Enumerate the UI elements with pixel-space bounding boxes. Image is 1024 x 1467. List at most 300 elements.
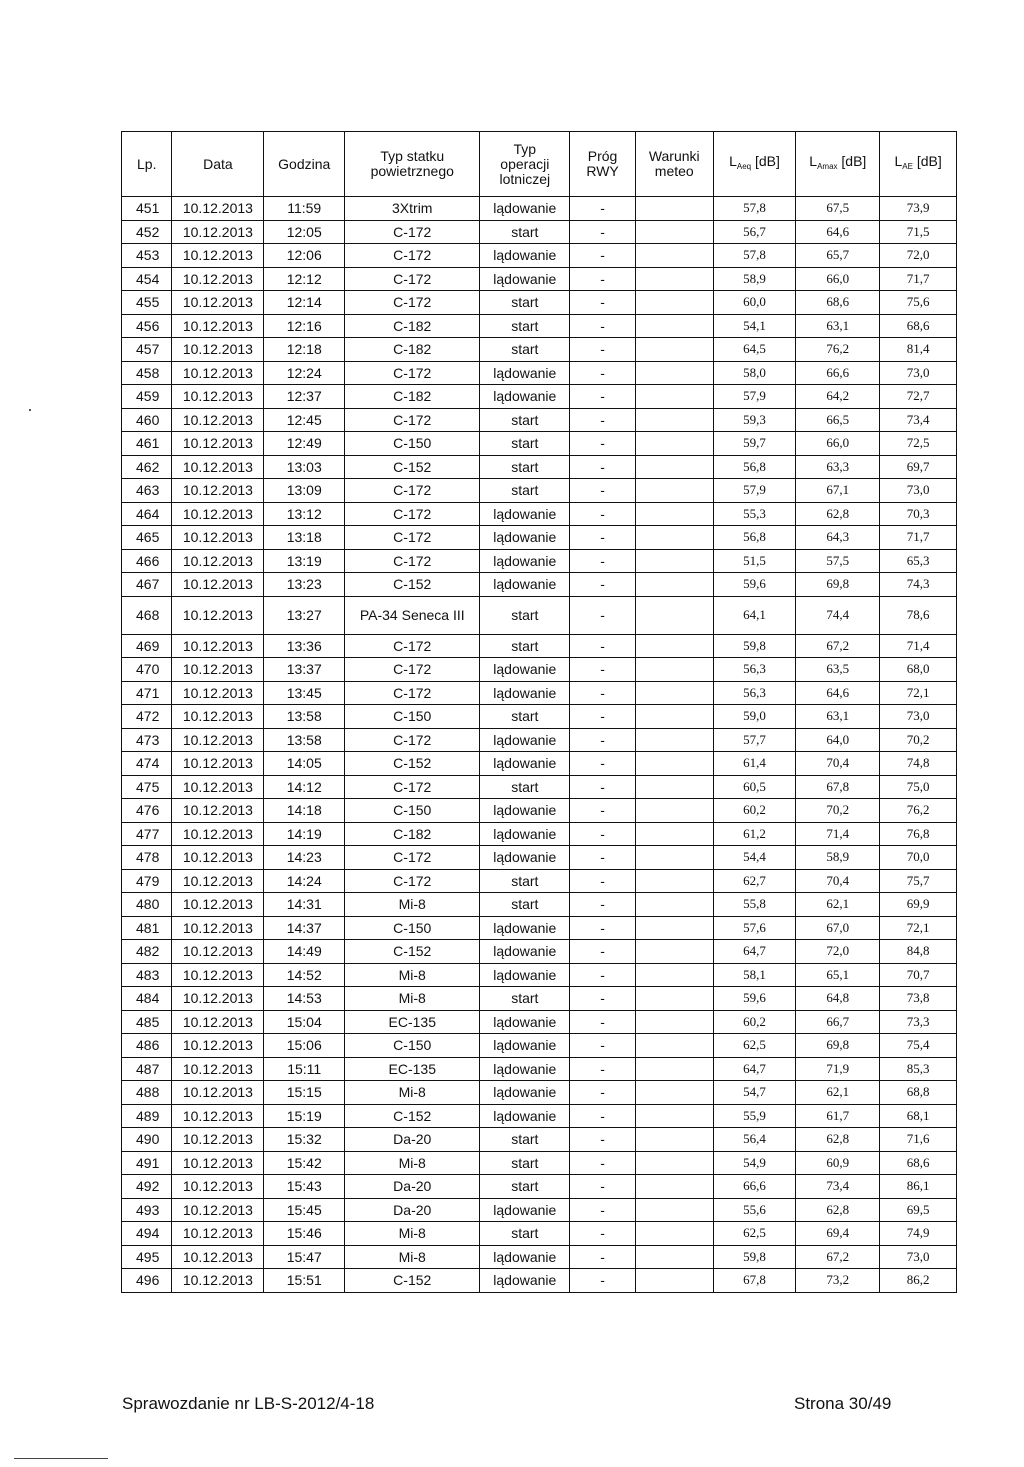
table-row — [122, 775, 957, 799]
cell-warunki-meteo — [635, 1034, 713, 1058]
cell-typ-statku: 3Xtrim — [345, 197, 480, 221]
cell-typ-operacji: lądowanie — [480, 728, 570, 752]
cell-warunki-meteo — [635, 1057, 713, 1081]
cell-lae: 68,1 — [880, 1104, 957, 1128]
cell-laeq: 56,8 — [713, 455, 796, 479]
cell-typ-operacji: start — [480, 338, 570, 362]
cell-lp: 452 — [122, 220, 172, 244]
cell-typ-statku: C-182 — [345, 385, 480, 409]
cell-lamax: 62,8 — [796, 502, 880, 526]
cell-lae: 81,4 — [880, 338, 957, 362]
cell-lamax: 63,3 — [796, 455, 880, 479]
cell-godzina: 13:23 — [264, 573, 345, 597]
cell-laeq: 59,6 — [713, 987, 796, 1011]
cell-data: 10.12.2013 — [172, 1128, 264, 1152]
cell-lae: 72,0 — [880, 244, 957, 268]
cell-lamax: 70,2 — [796, 799, 880, 823]
cell-lp: 466 — [122, 549, 172, 573]
cell-lamax: 66,6 — [796, 361, 880, 385]
cell-godzina: 15:51 — [264, 1269, 345, 1293]
cell-godzina: 12:24 — [264, 361, 345, 385]
cell-warunki-meteo — [635, 916, 713, 940]
cell-prog-rwy: - — [570, 502, 636, 526]
cell-data: 10.12.2013 — [172, 893, 264, 917]
cell-lamax: 66,0 — [796, 432, 880, 456]
cell-data: 10.12.2013 — [172, 549, 264, 573]
cell-lp: 479 — [122, 869, 172, 893]
cell-prog-rwy: - — [570, 479, 636, 503]
cell-data: 10.12.2013 — [172, 479, 264, 503]
cell-lp: 493 — [122, 1198, 172, 1222]
cell-laeq: 54,4 — [713, 846, 796, 870]
cell-warunki-meteo — [635, 1175, 713, 1199]
cell-typ-statku: C-172 — [345, 220, 480, 244]
cell-prog-rwy: - — [570, 596, 636, 634]
cell-lp: 455 — [122, 291, 172, 315]
cell-lae: 65,3 — [880, 549, 957, 573]
cell-prog-rwy: - — [570, 1034, 636, 1058]
cell-lp: 470 — [122, 658, 172, 682]
cell-lp: 491 — [122, 1151, 172, 1175]
cell-data: 10.12.2013 — [172, 432, 264, 456]
cell-data: 10.12.2013 — [172, 1057, 264, 1081]
table-row — [122, 1057, 957, 1081]
cell-godzina: 12:05 — [264, 220, 345, 244]
table-row — [122, 822, 957, 846]
cell-lae: 68,6 — [880, 1151, 957, 1175]
cell-laeq: 64,5 — [713, 338, 796, 362]
table-row — [122, 1104, 957, 1128]
cell-laeq: 56,4 — [713, 1128, 796, 1152]
cell-warunki-meteo — [635, 479, 713, 503]
cell-prog-rwy: - — [570, 526, 636, 550]
cell-warunki-meteo — [635, 728, 713, 752]
cell-godzina: 14:05 — [264, 752, 345, 776]
cell-typ-operacji: lądowanie — [480, 1010, 570, 1034]
cell-data: 10.12.2013 — [172, 634, 264, 658]
cell-warunki-meteo — [635, 432, 713, 456]
cell-lamax: 64,2 — [796, 385, 880, 409]
cell-laeq: 56,3 — [713, 681, 796, 705]
cell-warunki-meteo — [635, 596, 713, 634]
cell-godzina: 14:24 — [264, 869, 345, 893]
cell-typ-statku: Mi-8 — [345, 1151, 480, 1175]
table-row — [122, 634, 957, 658]
cell-godzina: 15:32 — [264, 1128, 345, 1152]
cell-godzina: 15:43 — [264, 1175, 345, 1199]
cell-warunki-meteo — [635, 634, 713, 658]
cell-lp: 483 — [122, 963, 172, 987]
cell-laeq: 56,7 — [713, 220, 796, 244]
cell-warunki-meteo — [635, 244, 713, 268]
cell-prog-rwy: - — [570, 681, 636, 705]
cell-laeq: 57,8 — [713, 244, 796, 268]
table-row — [122, 502, 957, 526]
cell-godzina: 13:19 — [264, 549, 345, 573]
table-row — [122, 432, 957, 456]
cell-lamax: 64,8 — [796, 987, 880, 1011]
header-lamax — [796, 132, 880, 197]
cell-lp: 486 — [122, 1034, 172, 1058]
cell-lp: 469 — [122, 634, 172, 658]
table-row — [122, 1151, 957, 1175]
cell-lp: 492 — [122, 1175, 172, 1199]
table-body — [122, 197, 957, 1293]
cell-lae: 72,1 — [880, 916, 957, 940]
table-row — [122, 1198, 957, 1222]
cell-data: 10.12.2013 — [172, 1104, 264, 1128]
cell-lp: 481 — [122, 916, 172, 940]
cell-typ-statku: C-172 — [345, 502, 480, 526]
cell-typ-operacji: lądowanie — [480, 846, 570, 870]
cell-prog-rwy: - — [570, 963, 636, 987]
cell-lamax: 72,0 — [796, 940, 880, 964]
cell-laeq: 58,0 — [713, 361, 796, 385]
cell-laeq: 59,8 — [713, 1245, 796, 1269]
cell-lp: 488 — [122, 1081, 172, 1105]
cell-typ-statku: EC-135 — [345, 1010, 480, 1034]
cell-warunki-meteo — [635, 361, 713, 385]
cell-data: 10.12.2013 — [172, 1010, 264, 1034]
cell-typ-statku: C-172 — [345, 775, 480, 799]
cell-prog-rwy: - — [570, 916, 636, 940]
cell-prog-rwy: - — [570, 987, 636, 1011]
cell-lp: 457 — [122, 338, 172, 362]
cell-prog-rwy: - — [570, 893, 636, 917]
table-row — [122, 220, 957, 244]
cell-data: 10.12.2013 — [172, 705, 264, 729]
cell-typ-operacji: lądowanie — [480, 822, 570, 846]
cell-typ-operacji: lądowanie — [480, 526, 570, 550]
cell-typ-statku: Mi-8 — [345, 1245, 480, 1269]
header-godzina: Godzina — [264, 132, 345, 197]
cell-lamax: 67,1 — [796, 479, 880, 503]
cell-warunki-meteo — [635, 526, 713, 550]
cell-lamax: 62,1 — [796, 1081, 880, 1105]
cell-data: 10.12.2013 — [172, 869, 264, 893]
table-row — [122, 916, 957, 940]
cell-godzina: 12:12 — [264, 267, 345, 291]
cell-typ-operacji: lądowanie — [480, 658, 570, 682]
cell-prog-rwy: - — [570, 1198, 636, 1222]
cell-lae: 75,0 — [880, 775, 957, 799]
cell-lae: 71,7 — [880, 526, 957, 550]
table-row — [122, 596, 957, 634]
noise-measurement-table — [121, 131, 957, 1293]
cell-lamax: 64,0 — [796, 728, 880, 752]
cell-laeq: 60,5 — [713, 775, 796, 799]
cell-warunki-meteo — [635, 267, 713, 291]
cell-lamax: 66,5 — [796, 408, 880, 432]
cell-laeq: 59,6 — [713, 573, 796, 597]
cell-prog-rwy: - — [570, 549, 636, 573]
cell-laeq: 59,8 — [713, 634, 796, 658]
cell-godzina: 13:58 — [264, 728, 345, 752]
cell-laeq: 57,6 — [713, 916, 796, 940]
table-row — [122, 705, 957, 729]
table-row — [122, 893, 957, 917]
cell-lp: 463 — [122, 479, 172, 503]
cell-prog-rwy: - — [570, 291, 636, 315]
cell-typ-operacji: lądowanie — [480, 385, 570, 409]
cell-laeq: 57,8 — [713, 197, 796, 221]
cell-laeq: 64,7 — [713, 1057, 796, 1081]
cell-godzina: 15:15 — [264, 1081, 345, 1105]
cell-prog-rwy: - — [570, 432, 636, 456]
cell-lae: 71,4 — [880, 634, 957, 658]
table-row — [122, 314, 957, 338]
cell-lamax: 71,9 — [796, 1057, 880, 1081]
cell-warunki-meteo — [635, 963, 713, 987]
table-row — [122, 573, 957, 597]
cell-lp: 471 — [122, 681, 172, 705]
cell-godzina: 13:45 — [264, 681, 345, 705]
table-row — [122, 963, 957, 987]
cell-typ-operacji: lądowanie — [480, 573, 570, 597]
cell-warunki-meteo — [635, 1269, 713, 1293]
cell-prog-rwy: - — [570, 1245, 636, 1269]
header-lae-unit: [dB] — [916, 153, 942, 169]
cell-typ-statku: C-172 — [345, 681, 480, 705]
cell-laeq: 56,3 — [713, 658, 796, 682]
cell-lae: 76,8 — [880, 822, 957, 846]
cell-warunki-meteo — [635, 1081, 713, 1105]
cell-warunki-meteo — [635, 385, 713, 409]
cell-typ-statku: C-152 — [345, 752, 480, 776]
cell-prog-rwy: - — [570, 573, 636, 597]
cell-warunki-meteo — [635, 1151, 713, 1175]
cell-laeq: 57,9 — [713, 385, 796, 409]
cell-lae: 69,5 — [880, 1198, 957, 1222]
cell-data: 10.12.2013 — [172, 1034, 264, 1058]
cell-lae: 78,6 — [880, 596, 957, 634]
cell-data: 10.12.2013 — [172, 573, 264, 597]
cell-laeq: 54,1 — [713, 314, 796, 338]
cell-typ-statku: C-182 — [345, 314, 480, 338]
cell-lae: 72,1 — [880, 681, 957, 705]
cell-typ-statku: C-172 — [345, 244, 480, 268]
cell-data: 10.12.2013 — [172, 1175, 264, 1199]
cell-typ-statku: C-172 — [345, 526, 480, 550]
cell-typ-statku: C-172 — [345, 267, 480, 291]
cell-typ-operacji: lądowanie — [480, 1057, 570, 1081]
cell-godzina: 13:37 — [264, 658, 345, 682]
cell-lamax: 70,4 — [796, 752, 880, 776]
table-row — [122, 267, 957, 291]
cell-lamax: 60,9 — [796, 1151, 880, 1175]
cell-lamax: 66,0 — [796, 267, 880, 291]
cell-warunki-meteo — [635, 1222, 713, 1246]
cell-lamax: 66,7 — [796, 1010, 880, 1034]
cell-data: 10.12.2013 — [172, 728, 264, 752]
cell-lae: 75,6 — [880, 291, 957, 315]
cell-lae: 74,9 — [880, 1222, 957, 1246]
cell-prog-rwy: - — [570, 314, 636, 338]
cell-lamax: 69,4 — [796, 1222, 880, 1246]
cell-typ-statku: C-150 — [345, 432, 480, 456]
cell-lae: 73,0 — [880, 361, 957, 385]
header-lamax-sub: Amax — [817, 162, 838, 171]
cell-typ-operacji: lądowanie — [480, 940, 570, 964]
cell-warunki-meteo — [635, 705, 713, 729]
cell-laeq: 61,4 — [713, 752, 796, 776]
cell-typ-statku: C-152 — [345, 940, 480, 964]
cell-lp: 485 — [122, 1010, 172, 1034]
table-row — [122, 728, 957, 752]
cell-lp: 494 — [122, 1222, 172, 1246]
cell-data: 10.12.2013 — [172, 314, 264, 338]
cell-typ-operacji: start — [480, 314, 570, 338]
cell-lae: 69,9 — [880, 893, 957, 917]
cell-prog-rwy: - — [570, 220, 636, 244]
cell-warunki-meteo — [635, 799, 713, 823]
cell-laeq: 57,7 — [713, 728, 796, 752]
table-row — [122, 1222, 957, 1246]
cell-lamax: 65,7 — [796, 244, 880, 268]
cell-prog-rwy: - — [570, 1269, 636, 1293]
cell-warunki-meteo — [635, 549, 713, 573]
cell-prog-rwy: - — [570, 775, 636, 799]
cell-lp: 476 — [122, 799, 172, 823]
cell-lae: 68,8 — [880, 1081, 957, 1105]
cell-lamax: 65,1 — [796, 963, 880, 987]
cell-lp: 460 — [122, 408, 172, 432]
cell-lamax: 70,4 — [796, 869, 880, 893]
cell-lamax: 76,2 — [796, 338, 880, 362]
cell-lp: 477 — [122, 822, 172, 846]
cell-prog-rwy: - — [570, 1128, 636, 1152]
cell-data: 10.12.2013 — [172, 502, 264, 526]
cell-prog-rwy: - — [570, 1151, 636, 1175]
cell-lae: 70,2 — [880, 728, 957, 752]
cell-godzina: 14:53 — [264, 987, 345, 1011]
header-lp: Lp. — [122, 132, 172, 197]
cell-typ-operacji: lądowanie — [480, 916, 570, 940]
cell-godzina: 12:37 — [264, 385, 345, 409]
table-row — [122, 1010, 957, 1034]
cell-laeq: 55,6 — [713, 1198, 796, 1222]
cell-godzina: 14:31 — [264, 893, 345, 917]
cell-laeq: 60,0 — [713, 291, 796, 315]
cell-typ-operacji: start — [480, 775, 570, 799]
cell-typ-statku: C-182 — [345, 338, 480, 362]
cell-lae: 71,7 — [880, 267, 957, 291]
cell-typ-operacji: start — [480, 1128, 570, 1152]
cell-lae: 84,8 — [880, 940, 957, 964]
cell-typ-statku: Da-20 — [345, 1128, 480, 1152]
cell-lamax: 63,1 — [796, 314, 880, 338]
cell-lamax: 73,2 — [796, 1269, 880, 1293]
cell-godzina: 15:19 — [264, 1104, 345, 1128]
cell-typ-operacji: start — [480, 455, 570, 479]
cell-lae: 71,6 — [880, 1128, 957, 1152]
cell-lp: 484 — [122, 987, 172, 1011]
cell-lamax: 63,5 — [796, 658, 880, 682]
cell-typ-operacji: start — [480, 1222, 570, 1246]
cell-prog-rwy: - — [570, 822, 636, 846]
cell-prog-rwy: - — [570, 385, 636, 409]
cell-lae: 71,5 — [880, 220, 957, 244]
cell-prog-rwy: - — [570, 408, 636, 432]
cell-typ-operacji: start — [480, 408, 570, 432]
cell-typ-statku: C-152 — [345, 455, 480, 479]
cell-lae: 73,3 — [880, 1010, 957, 1034]
cell-typ-statku: PA-34 Seneca III — [345, 596, 480, 634]
cell-typ-statku: C-150 — [345, 1034, 480, 1058]
table-row — [122, 291, 957, 315]
cell-godzina: 13:18 — [264, 526, 345, 550]
cell-laeq: 54,7 — [713, 1081, 796, 1105]
cell-godzina: 15:47 — [264, 1245, 345, 1269]
cell-typ-operacji: lądowanie — [480, 799, 570, 823]
cell-typ-operacji: lądowanie — [480, 1198, 570, 1222]
cell-typ-statku: C-172 — [345, 869, 480, 893]
cell-godzina: 12:18 — [264, 338, 345, 362]
cell-warunki-meteo — [635, 314, 713, 338]
cell-lae: 74,8 — [880, 752, 957, 776]
cell-laeq: 55,3 — [713, 502, 796, 526]
cell-laeq: 62,5 — [713, 1222, 796, 1246]
cell-data: 10.12.2013 — [172, 822, 264, 846]
cell-data: 10.12.2013 — [172, 681, 264, 705]
cell-lae: 73,0 — [880, 479, 957, 503]
cell-lp: 473 — [122, 728, 172, 752]
cell-typ-operacji: lądowanie — [480, 681, 570, 705]
cell-typ-operacji: start — [480, 220, 570, 244]
cell-prog-rwy: - — [570, 1222, 636, 1246]
cell-warunki-meteo — [635, 502, 713, 526]
cell-typ-statku: EC-135 — [345, 1057, 480, 1081]
cell-typ-operacji: start — [480, 432, 570, 456]
cell-godzina: 14:12 — [264, 775, 345, 799]
cell-data: 10.12.2013 — [172, 775, 264, 799]
header-lamax-unit: [dB] — [841, 153, 867, 169]
cell-typ-statku: C-150 — [345, 799, 480, 823]
cell-data: 10.12.2013 — [172, 408, 264, 432]
cell-warunki-meteo — [635, 1245, 713, 1269]
cell-typ-statku: Da-20 — [345, 1175, 480, 1199]
cell-lae: 85,3 — [880, 1057, 957, 1081]
cell-typ-statku: Da-20 — [345, 1198, 480, 1222]
cell-warunki-meteo — [635, 940, 713, 964]
cell-lp: 490 — [122, 1128, 172, 1152]
cell-laeq: 54,9 — [713, 1151, 796, 1175]
cell-typ-operacji: lądowanie — [480, 963, 570, 987]
cell-typ-operacji: lądowanie — [480, 197, 570, 221]
cell-godzina: 14:52 — [264, 963, 345, 987]
cell-prog-rwy: - — [570, 267, 636, 291]
cell-lp: 489 — [122, 1104, 172, 1128]
table-row — [122, 1175, 957, 1199]
cell-warunki-meteo — [635, 573, 713, 597]
cell-lamax: 62,8 — [796, 1128, 880, 1152]
cell-typ-operacji: lądowanie — [480, 1081, 570, 1105]
cell-data: 10.12.2013 — [172, 987, 264, 1011]
cell-lae: 70,7 — [880, 963, 957, 987]
cell-typ-statku: C-172 — [345, 658, 480, 682]
cell-lae: 73,0 — [880, 705, 957, 729]
cell-warunki-meteo — [635, 291, 713, 315]
cell-lae: 75,7 — [880, 869, 957, 893]
table-row — [122, 361, 957, 385]
cell-prog-rwy: - — [570, 1057, 636, 1081]
cell-godzina: 12:49 — [264, 432, 345, 456]
cell-laeq: 58,1 — [713, 963, 796, 987]
cell-godzina: 12:16 — [264, 314, 345, 338]
cell-lae: 70,0 — [880, 846, 957, 870]
cell-lp: 453 — [122, 244, 172, 268]
cell-lae: 68,6 — [880, 314, 957, 338]
